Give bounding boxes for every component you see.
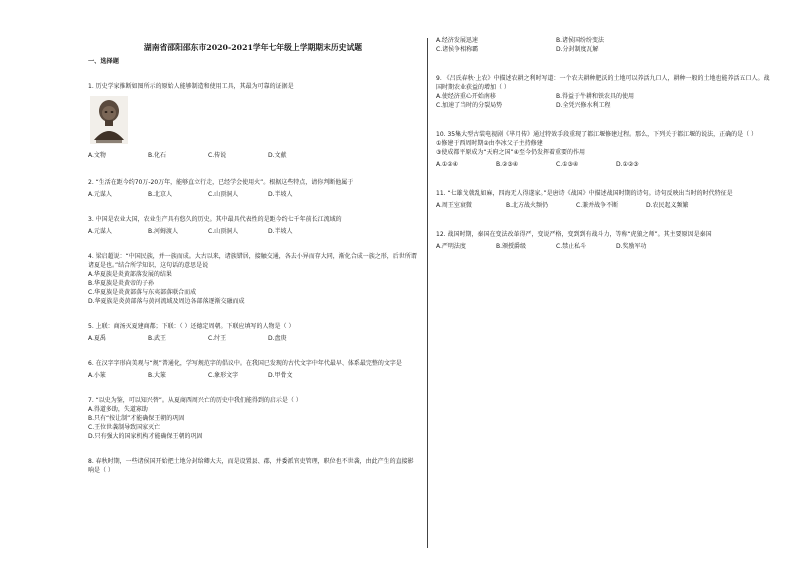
option-c[interactable]: C.王位世袭制导致国家灭亡 [88, 424, 161, 431]
option-d[interactable]: D.农民起义频繁 [646, 202, 689, 209]
question-1 [88, 82, 418, 160]
option-c[interactable]: C.山顶洞人 [208, 191, 239, 198]
option-a[interactable]: A.华夏族是炎黄部落发展的结果 [88, 271, 172, 278]
question-stem: 12. 战国时期，秦国在变法改革得严，变说严格，变到到有战斗力，等称“虎狼之师”。其主要原因是秦国 [436, 231, 712, 238]
option-c[interactable]: C.纣王 [208, 335, 227, 342]
option-a[interactable]: A.文物 [88, 152, 106, 159]
question-options [88, 270, 418, 306]
option-b[interactable]: B.诸侯国纷纷变法 [556, 37, 605, 44]
option-b[interactable]: B.②③④ [496, 161, 519, 168]
option-d[interactable]: D.半坡人 [268, 228, 293, 235]
question-options [436, 92, 771, 110]
section-heading: 一、选择题 [88, 58, 119, 65]
question-8 [88, 457, 418, 475]
option-b[interactable]: B.北方战火频仍 [506, 202, 549, 209]
option-c[interactable]: C.山顶洞人 [208, 228, 239, 235]
option-b[interactable]: B.大篆 [148, 372, 167, 379]
option-b[interactable]: B.只有“按让制”才能确保王朝的巩固 [88, 415, 185, 422]
option-a[interactable]: A.小篆 [88, 372, 106, 379]
option-d[interactable]: D.半坡人 [268, 191, 293, 198]
right-column [436, 36, 771, 251]
question-stem: 1. 历史学家推断如图所示的原始人能够制造和使用工具，其最为可靠的证据是 [88, 83, 294, 90]
option-a[interactable]: A.经济发展迅速 [436, 37, 478, 44]
question-options [88, 371, 418, 380]
option-a[interactable]: A.元谋人 [88, 228, 112, 235]
question-2 [88, 178, 418, 199]
option-d[interactable]: D.文献 [268, 152, 287, 159]
option-c[interactable]: C.兼并战争不断 [576, 202, 619, 209]
question-5 [88, 322, 418, 343]
option-b[interactable]: B.化石 [148, 152, 167, 159]
question-options [436, 201, 771, 210]
option-b[interactable]: B.北京人 [148, 191, 173, 198]
option-d[interactable]: D.华夏族是炎黄部落与黄河流域及周边各部落逐渐交融而成 [88, 298, 245, 305]
question-10 [436, 130, 771, 169]
question-12 [436, 230, 771, 251]
question-7 [88, 396, 418, 441]
question-stem: 7. “以史为鉴，可以知兴替”。从夏商西周兴亡的历史中我们能得到的启示是（ ） [88, 397, 302, 404]
question-options [88, 405, 418, 441]
question-8-options [436, 36, 771, 54]
primitive-human-bust-image [90, 96, 128, 144]
option-d[interactable]: D.甲骨文 [268, 372, 293, 379]
left-column [88, 42, 418, 475]
option-b[interactable]: B.河姆渡人 [148, 228, 179, 235]
option-b[interactable]: B.华夏族是炎黄帝的子孙 [88, 280, 155, 287]
question-9 [436, 74, 771, 110]
option-c[interactable]: C.诸侯争相称霸 [436, 46, 479, 53]
option-d[interactable]: D.奖励军功 [616, 243, 647, 250]
column-divider [427, 38, 428, 548]
question-stem: 11. “七雄戈戟乱如麻，四海无人得遂家。”是唐诗《战国》中描述战国时期的诗句。诗句反映出当时的时代特征是 [436, 190, 733, 197]
option-c[interactable]: C.禁止私斗 [556, 243, 587, 250]
question-options [88, 190, 418, 199]
option-d[interactable]: D.分封制度瓦解 [556, 46, 599, 53]
option-c[interactable]: C.华夏族是炎黄部落与东夷部落联合而成 [88, 289, 197, 296]
question-6 [88, 359, 418, 380]
exam-title: 湖南省邵阳邵东市2020-2021学年七年级上学期期末历史试题 [143, 43, 363, 52]
question-stem: 4. 梁启超说：“中国民族，并一族而成。大古以来，诸族错居，接触交通，各去小异而存大同，渐化合成一族之形，后世所谓诸夏是也。”结合所学知识，这句话的意思是说 [88, 253, 417, 269]
option-c[interactable]: C.传说 [208, 152, 227, 159]
option-c[interactable]: C.加速了当时的分裂局势 [436, 102, 503, 109]
question-11 [436, 189, 771, 210]
question-stem: 5. 上联：商汤灭夏建商都；下联：（ ）还德定周朝。下联应填写的人物是（ ） [88, 323, 295, 330]
question-stem: 10. 35集大型古装电视剧《芈月传》通过特效手段重现了都江堰修建过程。那么，下列关于都江堰的说法，正确的是（ ） ①修建于西周时期②由李冰父子主持修建 ③使成都平原成为“天府之国”④至今仍发挥着重要的作用 [436, 131, 757, 156]
option-d[interactable]: D.只有强大的国家机构才能确保王朝的巩固 [88, 433, 203, 440]
option-b[interactable]: B.颁授爵级 [496, 243, 527, 250]
question-stem: 3. 中国是农业大国，农业生产具有悠久的历史。其中最具代表性的是距今约七千年前长江流域的 [88, 216, 342, 223]
question-options [88, 151, 418, 160]
option-d[interactable]: D.①②③ [616, 161, 639, 168]
option-d[interactable]: D.全凭兴修水利工程 [556, 102, 611, 109]
option-d[interactable]: D.盘庚 [268, 335, 287, 342]
option-a[interactable]: A.严明法度 [436, 243, 466, 250]
option-a[interactable]: A.使经济重心开始南移 [436, 93, 496, 100]
option-b[interactable]: B.武王 [148, 335, 167, 342]
question-stem: 6. 在汉字字形向美观与“规”普通化，学写规范字的倡议中。在我国已发现的古代文字中年代最早、体系最完整的文字是 [88, 360, 402, 367]
question-3 [88, 215, 418, 236]
option-b[interactable]: B.得益于牛耕和铁农具的使用 [556, 93, 635, 100]
question-options [436, 160, 771, 169]
question-stem: 2. “生活在距今约70万-20万年，能够直立行走，已经学会使用火”。根据这些特点，请你判断他属于 [88, 179, 354, 186]
question-options [88, 334, 418, 343]
option-a[interactable]: A.得道多助，失道寡助 [88, 406, 148, 413]
option-a[interactable]: A.元谋人 [88, 191, 112, 198]
question-options [436, 242, 771, 251]
option-a[interactable]: A.周王室衰微 [436, 202, 472, 209]
question-stem: 9. 《吕氏春秋·上农》中描述农耕之利时写道：一个农夫耕种肥沃的土地可以养活九口人，耕种一般的土地也能养活五口人。战国时期农业获益的增加（ ） [436, 75, 770, 91]
option-c[interactable]: C.象形文字 [208, 372, 239, 379]
option-a[interactable]: A.①②④ [436, 161, 459, 168]
question-stem: 8. 春秋时期，一些诸侯国开始把土地分封给卿大夫，而是设置县、郡，并委派官吏管理，职位也不世袭，由此产生的直接影响是（ ） [88, 458, 414, 474]
question-4 [88, 252, 418, 306]
question-options [88, 227, 418, 236]
option-c[interactable]: C.①③④ [556, 161, 579, 168]
option-a[interactable]: A.夏禹 [88, 335, 106, 342]
